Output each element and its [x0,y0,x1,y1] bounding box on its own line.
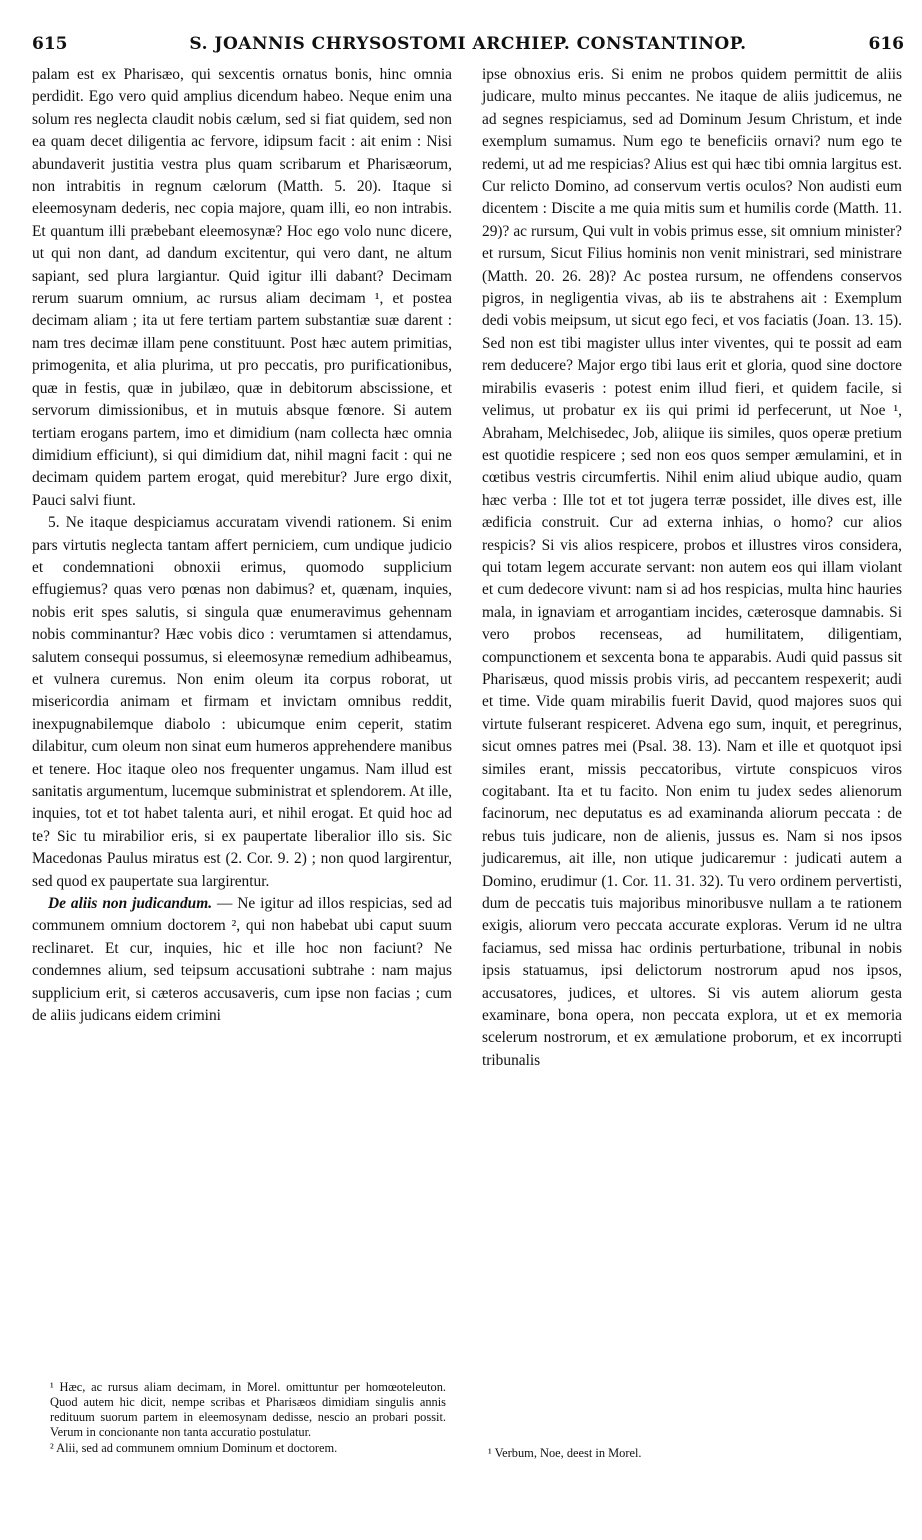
left-paragraph-3-text: — Ne igitur ad illos respicias, sed ad communem omnium doctorem ², qui non habebat ubi caput suum reclinaret. Et cur, inquies, hic et ille hoc non faciunt? Ne condemnes alium, sed teipsum accusationi subtrahe : nam majus supplicium erit, si cæteros accusaveris, cum ipse non facias ; cum de aliis judicans eidem crimini [32,895,452,1025]
section-heading: De aliis non judicandum. [48,895,213,913]
footnote-left-2: ² Alii, sed ad communem omnium Dominum et doctorem. [50,1441,338,1455]
footnotes-left [50,1380,446,1457]
right-column [482,64,902,1072]
right-paragraph-1: ipse obnoxius eris. Si enim ne probos quidem permittit de aliis judicare, multo minus peccantes. Ne itaque de aliis judicemus, ne ad segnes respiciamus, sed ad Dominum Jesum Christum, et inde exemplum sumamus. Num ego te beneficiis ornavi? num ego te redemi, ut ad me respicias? Alius est qui hæc tibi omnia largitus est. Cur relicto Domino, ad conservum vertis oculos? Non audisti eum dicentem : Discite a me quia mitis sum et humilis corde (Matth. 11. 29)? ac rursum, Qui vult in vobis primus esse, sit omnium minister? et rursum, Sicut Filius hominis non venit ministrari, sed ministrare (Matth. 20. 26. 28)? Ac postea rursum, ne offendens conservos pigros, in negligentia vivas, ab iis te abstrahens ait : Exemplum dedi vobis meipsum, ut sicut ego feci, et vos faciatis (Joan. 13. 15). Sed non est tibi magister ullus inter viventes, qui te possit ad eam rem deducere? Major ergo tibi laus erit et gloria, quod sine doctore mirabilis evaseris : potest enim illud fieri, et quidem facile, si velimus, ut probatur ex iis qui primi id perfecerunt, ut Noe ¹, Abraham, Melchisedec, Job, aliique iis similes, quos operæ pretium est quotidie respicere ; sed non eos quos semper æmulamini, et in cœtibus vestris circumfertis. Nihil enim aliud ubique audio, quam hæc verba : Ille tot et tot jugera terræ possidet, ille dives est, ille ædificia construit. Cur ad externa inhias, o homo? cur alios respicis? Si vis alios respicere, probos et illustres viros considera, qui totam legem accurate servant: non autem eos qui illam violant et cum dedecore vivunt: nam si ad hos respicias, multa hinc hauries mala, in ignaviam et arrogantiam incides, cæterosque damnabis. Si vero probos recenseas, ad humilitatem, diligentiam, compunctionem et sexcenta bona te apparabis. Audi quid passus sit Pharisæus, quod missis probis viris, ad peccantem respexerit; audi et time. Vide quam mirabilis fuerit David, quod majores suos qui virtute fulserant respiceret. Advena ego sum, inquit, et peregrinus, sicut omnes patres mei (Psal. 38. 13). Nam et ille et quotquot ipsi similes erant, missis peccatoribus, virtute conspicuos viros cogitabant. Ita et tu facito. Non enim tu judex sedes alienorum facinorum, nec deputatus es ad examinanda aliorum peccata : de rebus tuis judicare, non de alienis, jussus es. Nam si nos ipsos judicaremus, ait ille, non utique judicaremur : judicati autem a Domino, erudimur (1. Cor. 11. 31. 32). Tu vero ordinem pervertisti, dum de peccatis tuis majoribus minoribusve nullam a te rationem exigis, aliorum vero peccata accurate exploras. Verum id ne ultra faciamus, sed missa hac ordinis perturbatione, tribunal in nobis ipsis statuamus, ipsi delictorum nostrorum apud nos ipsos, accusatores, judices, et ultores. Si vis autem aliorum gesta examinare, bona opera, non peccata explora, ut et ex memoria scelerum nostrorum, et ex æmulatione proborum, et ex incorrupti tribunalis [482,66,902,1069]
running-title: S. JOANNIS CHRYSOSTOMI ARCHIEP. CONSTANTINOP. [189,34,747,54]
left-paragraph-1: palam est ex Pharisæo, qui sexcentis ornatus bonis, hinc omnia perdidit. Ego vero quid amplius dicendum habeo. Neque enim una solum res neglecta claudit nobis cælum, sed si fiat quidem, sed non ea quam decet diligentia ac fervore, idipsum facit : ait enim : Nisi abundaverit justitia vestra plus quam scribarum et Pharisæorum, non intrabitis in regnum cælorum (Matth. 5. 20). Itaque si eleemosynam dederis, nec copia majore, quam illi, eo non intrabis. Et quantum illi præbebant eleemosynæ? Hoc ego volo nunc dicere, ut qui non dant, ad dandum excitentur, qui vero dant, ne altum sapiant, sed plura largiantur. Quid igitur illi dabant? Decimam rerum suarum omnium, ac rursus aliam decimam ¹, et postea decimam aliam ; ita ut fere tertiam partem substantiæ suæ darent : nam tres decimæ illam pene constituunt. Post hæc autem primitias, primogenita, et alia plurima, ut pro peccatis, pro purificationibus, quæ in festis, quæ in jubilæo, quæ in debitorum abscissione, et servorum dimissionibus, et in mutuis absque fœnore. Si autem tertiam erogans partem, imo et dimidium (nam collecta hæc omnia dimidium efficiunt), si qui dimidium dat, nihil magni facit : qui ne decimam quidem partem erogat, quid merebitur? Jure ergo dixit, Pauci salvi fiunt. [32,66,452,509]
footnote-left-1: ¹ Hæc, ac rursus aliam decimam, in Morel. omittuntur per homœoteleuton. Quod autem hic dicit, nempe scribas et Pharisæos dimidiam singulis annis redituum suorum partem in eleemosynam dedisse, nescio an probari possit. Verum in concionante non tanta accuratio postulatur. [50,1380,446,1439]
left-paragraph-2: 5. Ne itaque despiciamus accuratam vivendi rationem. Si enim pars virtutis neglecta tantam affert perniciem, cum undique judicio et condemnationi obnoxii erimus, quomodo supplicium effugiemus? quas vero pœnas non dabimus? et, quænam, inquies, nobis erit spes salutis, si singula quæ enumeravimus gehennam nobis comminantur? Hæc vobis dico : verumtamen si attendamus, salutem consequi possumus, si eleemosynæ remedium adhibeamus, et vulnera curemus. Non enim oleum ita corpus roborat, ut misericordia animam et firmam et invictam omnibus reddit, inexpugnabilemque diabolo : ubicumque enim ceperit, statim dilabitur, cum oleum non sinat eum humeros apprehendere manibus et tenere. Hoc itaque oleo nos frequenter ungamus. Nam illud est sanitatis argumentum, lucemque subministrat et splendorem. At ille, inquies, tot et tot habet talenta auri, et nihil erogat. Et quid hoc ad te? Sic tu mirabilior eris, si ex paupertate liberalior illo sis. Sic Macedonas Paulus miratus est (2. Cor. 9. 2) ; non quod largirentur, sed quod ex paupertate sua largirentur. [32,514,452,890]
left-paragraph-3 [32,893,452,1027]
footnote-right-1: ¹ Verbum, Noe, deest in Morel. [488,1446,642,1460]
page-number-right: 616 [868,34,904,54]
left-column [32,64,452,1027]
page-number-left: 615 [32,34,68,54]
footnotes-right [488,1446,902,1462]
running-header [32,34,904,58]
